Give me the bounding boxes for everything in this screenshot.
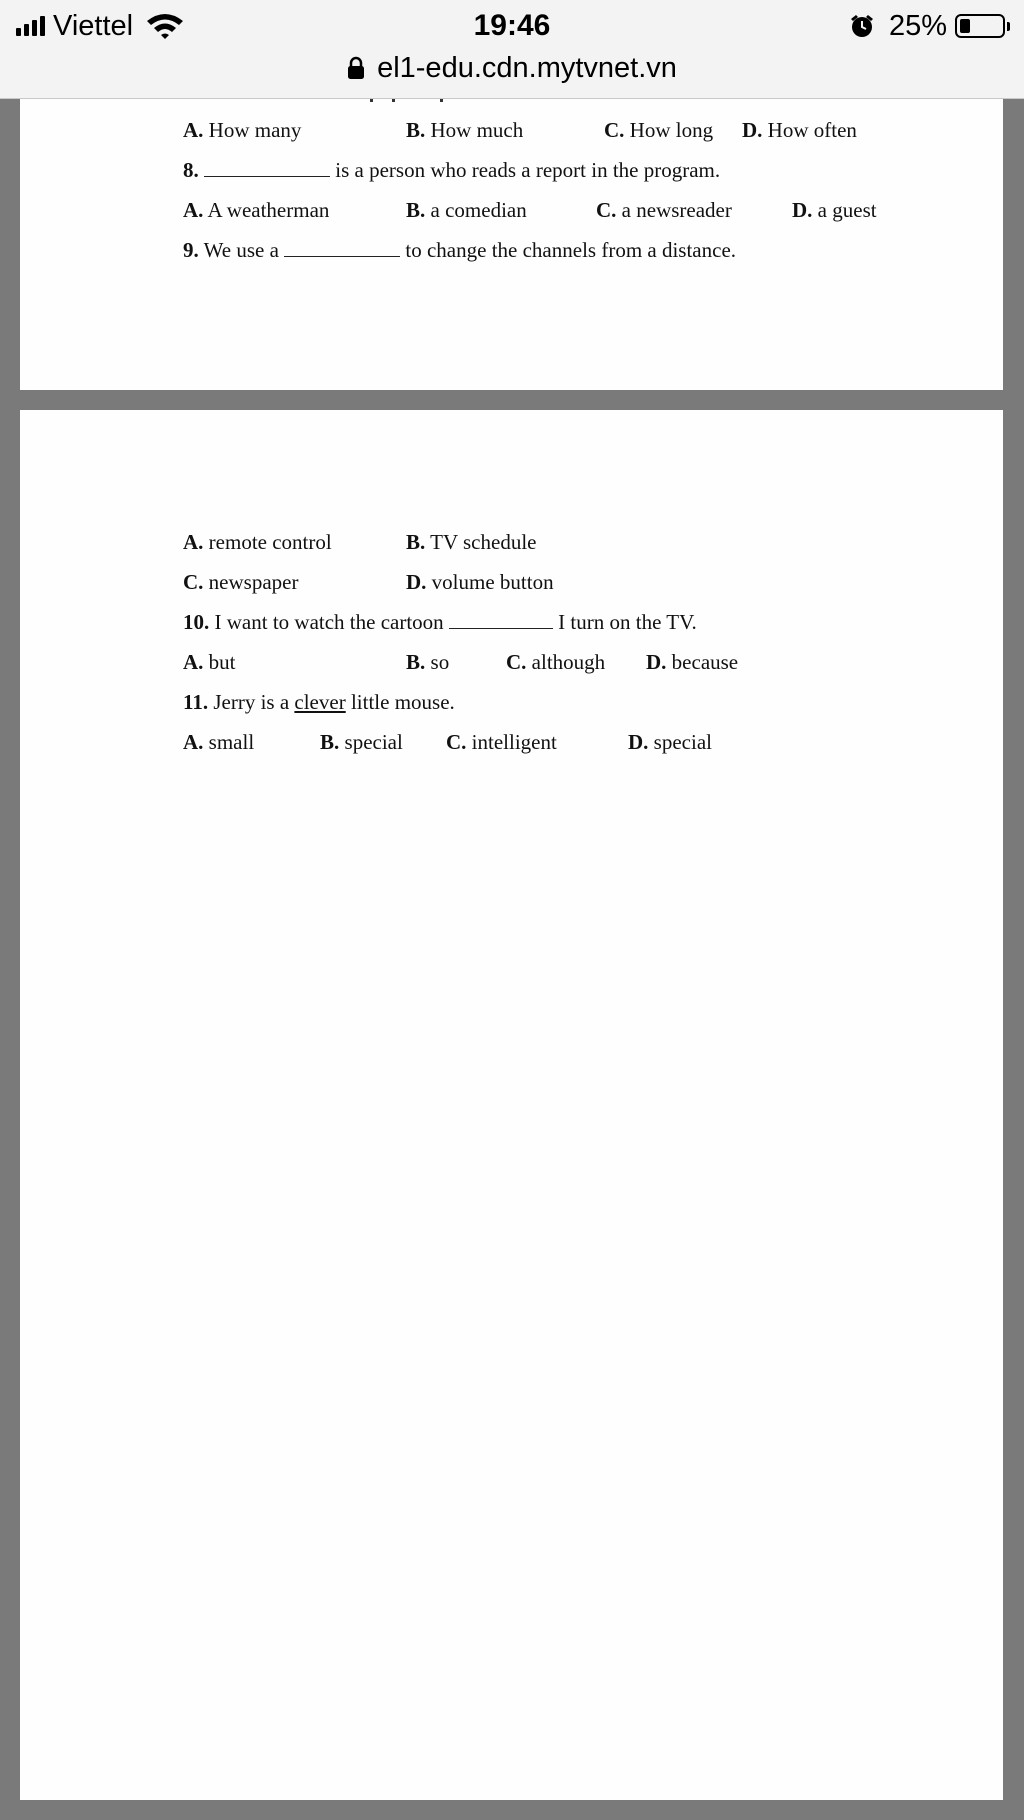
option-d[interactable]: D. a guest [792, 198, 877, 222]
question-8 [20, 156, 1003, 184]
question-9: 9. We use a to change the channels from a distance. [183, 238, 737, 262]
question-9-options-row-1 [20, 528, 1003, 556]
question-10-options [20, 648, 1003, 676]
option-c[interactable]: C. although [506, 650, 606, 674]
question-number: 11. [183, 690, 209, 714]
option-d[interactable]: D. special [628, 730, 712, 754]
option-b[interactable]: B. a comedian [406, 198, 527, 222]
question-11-options [20, 728, 1003, 756]
answer-blank [449, 610, 553, 629]
option-d[interactable]: D. How often [742, 118, 857, 142]
battery-fill [960, 19, 970, 33]
battery-percent: 25% [888, 9, 947, 42]
address-bar[interactable] [0, 48, 1024, 88]
option-c[interactable]: C. a newsreader [596, 198, 732, 222]
underlined-word: clever [294, 690, 346, 714]
carrier-name: Viettel [53, 9, 134, 42]
question-7-options [20, 116, 1003, 144]
question-9-options-row-2 [20, 568, 1003, 596]
option-c[interactable]: C. newspaper [183, 570, 299, 594]
option-b[interactable]: B. so [406, 650, 450, 674]
question-10: 10. I want to watch the cartoon I turn on the TV. [183, 610, 697, 634]
browser-top-bar [0, 0, 1024, 99]
url-text: el1-edu.cdn.mytvnet.vn [377, 51, 677, 84]
option-a[interactable]: A. How many [183, 118, 302, 142]
option-b[interactable]: B. special [320, 730, 403, 754]
question-11: 11. Jerry is a clever little mouse. [183, 690, 455, 714]
answer-blank [284, 238, 400, 257]
question-8-options [20, 196, 1003, 224]
clipped-text-fragment [370, 99, 470, 102]
status-right [849, 8, 1010, 44]
alarm-clock-icon [849, 13, 875, 39]
option-c[interactable]: C. How long [604, 118, 714, 142]
option-c[interactable]: C. intelligent [446, 730, 557, 754]
option-d[interactable]: D. because [646, 650, 739, 674]
option-a[interactable]: A. remote control [183, 530, 332, 554]
battery-tip [1007, 22, 1010, 31]
lock-icon [347, 56, 365, 80]
option-b[interactable]: B. TV schedule [406, 530, 537, 554]
option-d[interactable]: D. volume button [406, 570, 554, 594]
option-a[interactable]: A. A weatherman [183, 198, 330, 222]
option-a[interactable]: A. small [183, 730, 255, 754]
question-number: 10. [183, 610, 210, 634]
document-page-1 [20, 98, 1003, 390]
question-number: 9. [183, 238, 199, 262]
answer-blank [204, 158, 330, 177]
battery-icon [955, 14, 1005, 38]
status-time: 19:46 [473, 9, 551, 42]
option-a[interactable]: A. but [183, 650, 236, 674]
document-page-2 [20, 410, 1003, 1800]
question-text: is a person who reads a report in the program. [335, 158, 721, 182]
option-b[interactable]: B. How much [406, 118, 524, 142]
question-number: 8. [183, 158, 199, 182]
